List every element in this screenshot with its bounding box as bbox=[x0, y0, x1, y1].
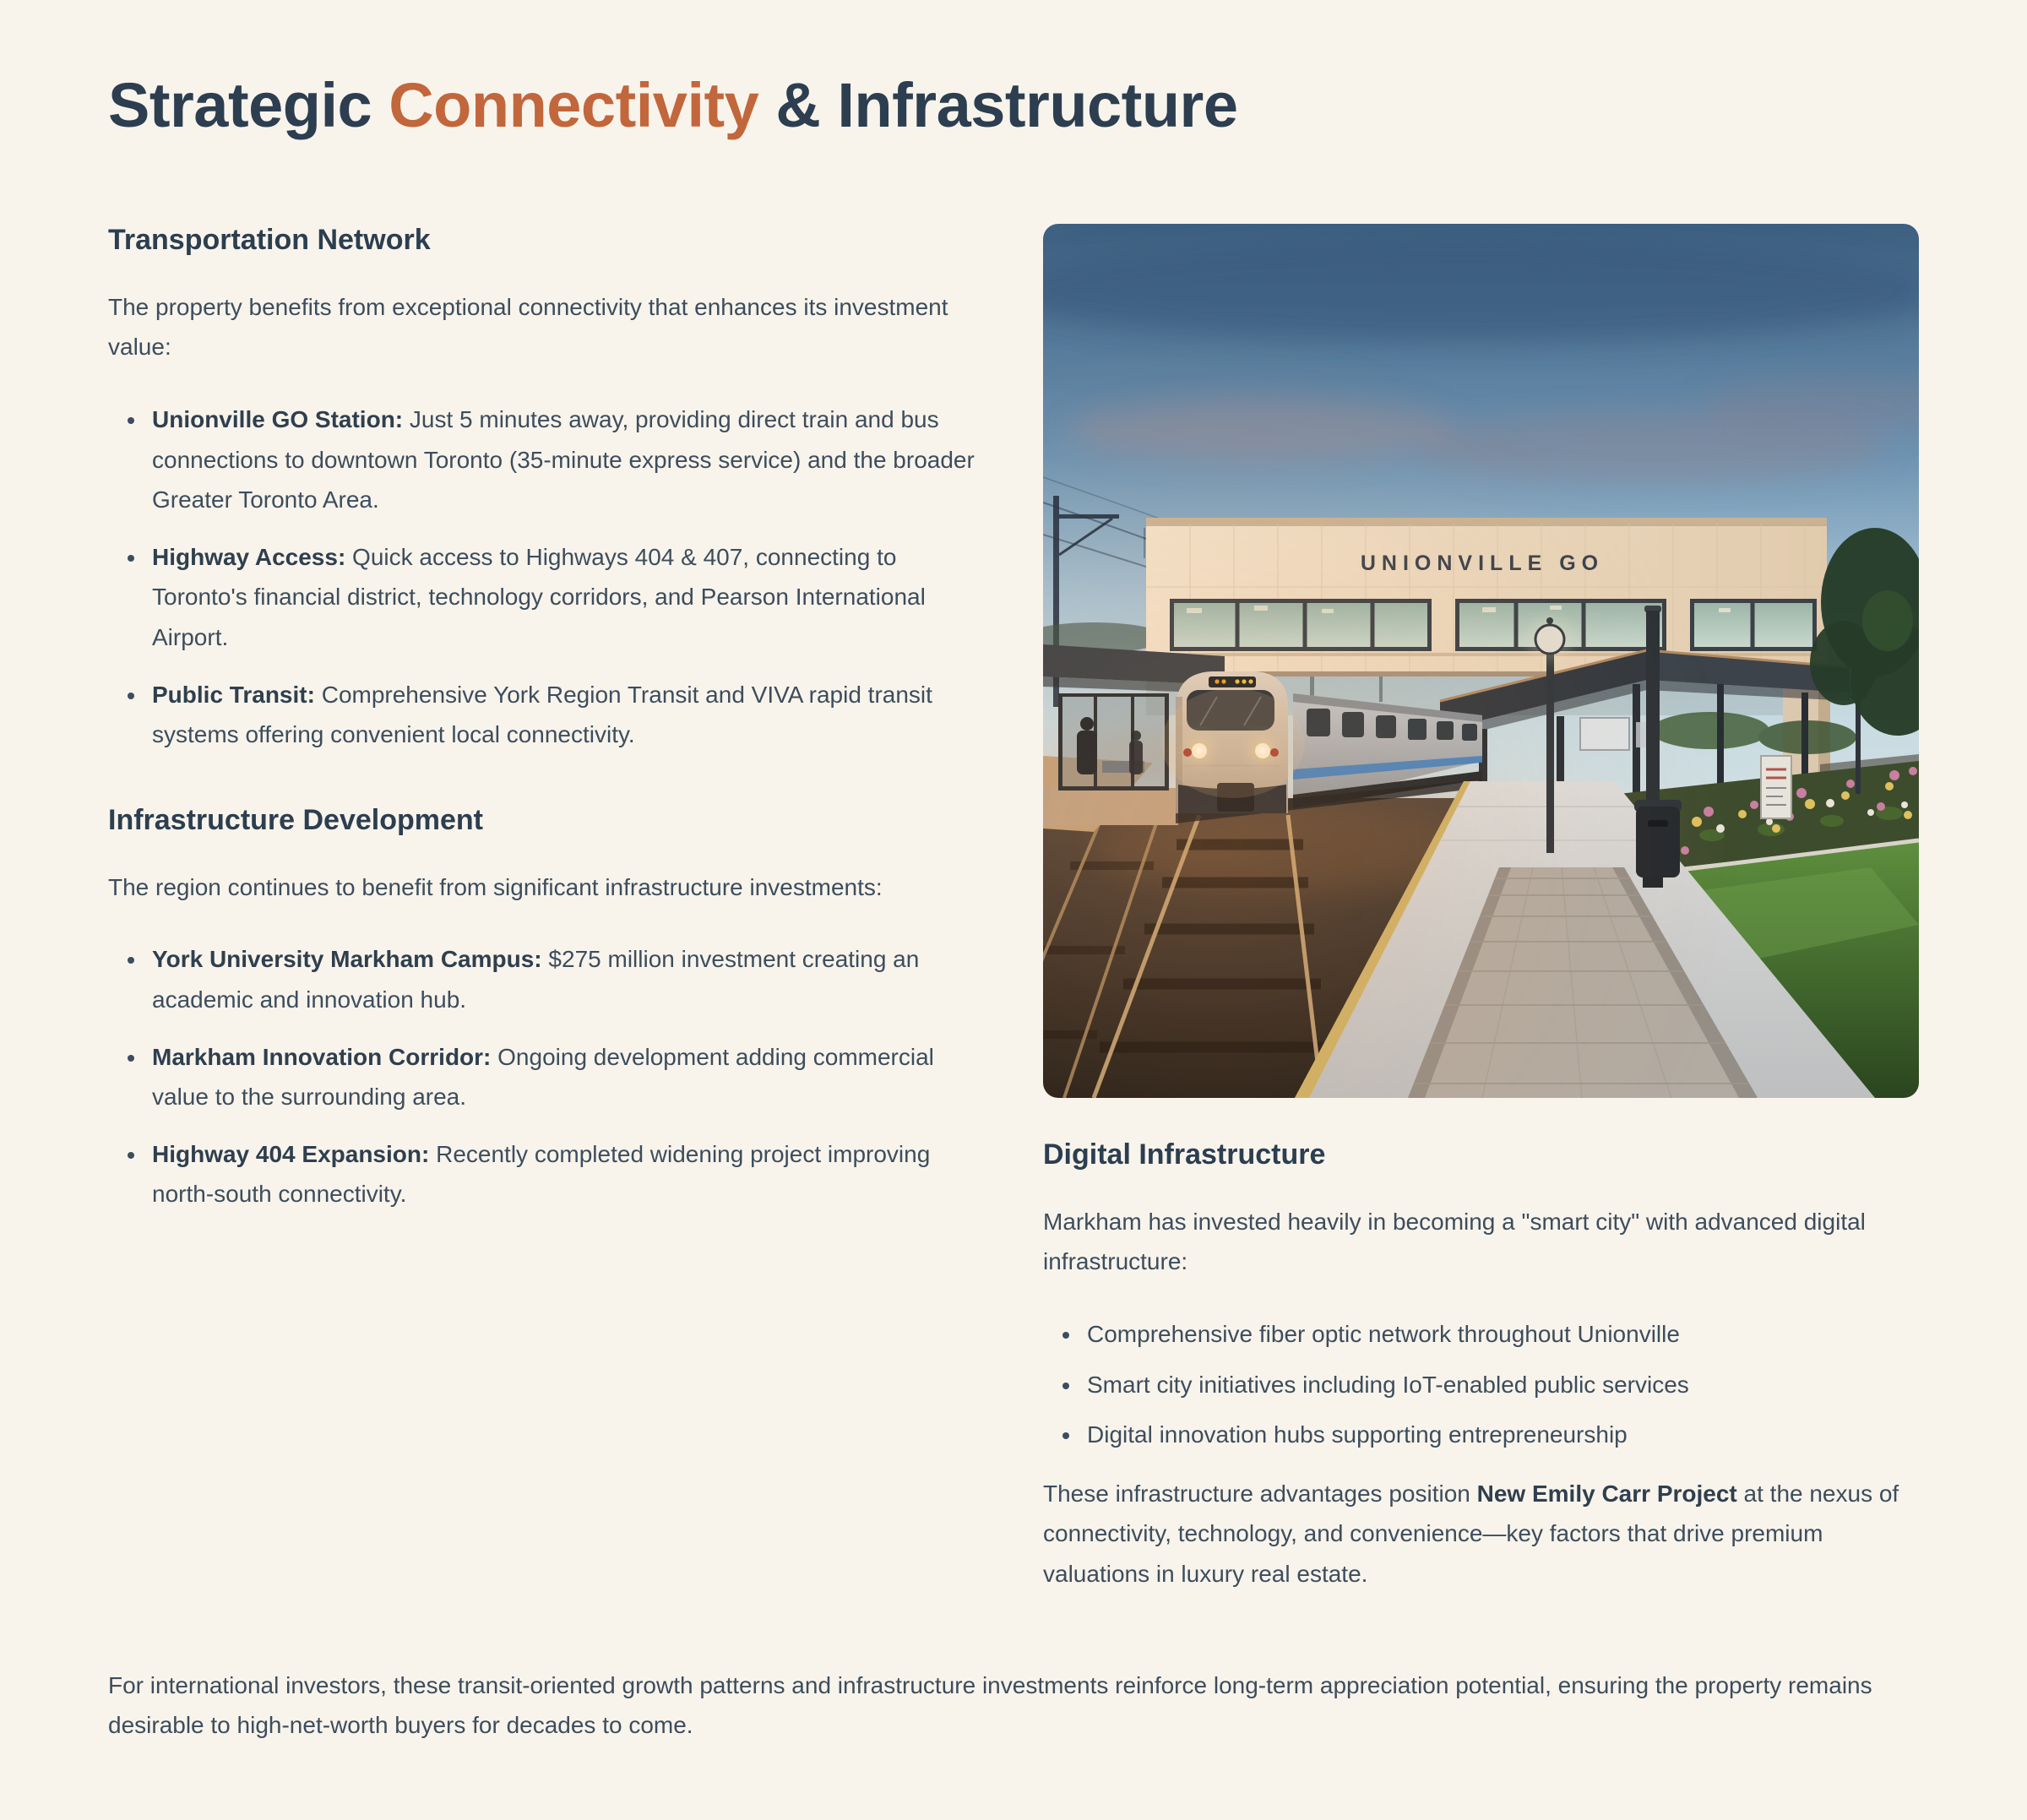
list-item: • Comprehensive fiber optic network throughout Unionville bbox=[1082, 1314, 1919, 1355]
list-item: • Digital innovation hubs supporting entrepreneurship bbox=[1082, 1415, 1919, 1455]
section-intro: Markham has invested heavily in becoming a "smart city" with advanced digital infrastructure: bbox=[1043, 1208, 1866, 1275]
bullet-lead: York University Markham Campus: bbox=[152, 946, 542, 973]
bullet-lead: Public Transit: bbox=[152, 681, 315, 708]
title-part1: Strategic bbox=[108, 70, 389, 140]
section-heading: Digital Infrastructure bbox=[1043, 1138, 1326, 1171]
bullet-lead: Unionville GO Station: bbox=[152, 406, 404, 433]
sunset-glow bbox=[1043, 224, 1919, 1098]
bullet-list bbox=[108, 399, 984, 755]
bullet-text: Just 5 minutes away, providing direct train and bus connections to downtown Toronto (35-minute express service) and the broader Greater Toronto Area. bbox=[152, 406, 975, 513]
station-photo-figure bbox=[1043, 224, 1919, 1098]
section-intro: The property benefits from exceptional connectivity that enhances its investment value: bbox=[108, 293, 948, 361]
bullet-text: Ongoing development adding commercial value to the surrounding area. bbox=[152, 1043, 934, 1111]
section-transportation-network bbox=[108, 224, 984, 755]
closing-post: at the nexus of connectivity, technology, and convenience—key factors that drive premium valuations in luxury real estate. bbox=[1043, 1480, 1899, 1588]
bullet-text: $275 million investment creating an academic and innovation hub. bbox=[152, 946, 920, 1013]
list-item bbox=[147, 399, 984, 520]
bullet-list bbox=[108, 939, 984, 1214]
closing-pre: These infrastructure advantages position bbox=[1043, 1480, 1477, 1507]
section-digital-infrastructure bbox=[1043, 1138, 1919, 1595]
bullet-text: Recently completed widening project improving north-south connectivity. bbox=[152, 1140, 931, 1208]
closing-bold: New Emily Carr Project bbox=[1476, 1480, 1737, 1507]
bullet-list bbox=[1043, 1314, 1919, 1455]
station-illustration bbox=[1043, 224, 1919, 1098]
list-item bbox=[147, 675, 984, 755]
bullet-lead: Markham Innovation Corridor: bbox=[152, 1043, 492, 1070]
footer-paragraph: For international investors, these transit-oriented growth patterns and infrastructure investments reinforce long-term appreciation potential, ensuring the property remains desirable to high-net-worth buyers for decades to come. bbox=[108, 1671, 1872, 1739]
station-photo bbox=[1043, 224, 1919, 1098]
list-item bbox=[147, 537, 984, 658]
list-item bbox=[147, 1037, 984, 1117]
section-intro: The region continues to benefit from significant infrastructure investments: bbox=[108, 873, 883, 900]
two-column-layout bbox=[108, 224, 1919, 1595]
bullet-text: Quick access to Highways 404 & 407, connecting to Toronto's financial district, technology corridors, and Pearson International Airport. bbox=[152, 543, 926, 651]
list-item: • Smart city initiatives including IoT-enabled public services bbox=[1082, 1365, 1919, 1405]
title-accent: Connectivity bbox=[389, 70, 759, 140]
section-heading: Transportation Network bbox=[108, 223, 431, 256]
left-column bbox=[108, 224, 984, 1231]
bullet-text: Comprehensive York Region Transit and VIVA rapid transit systems offering convenient local connectivity. bbox=[152, 681, 932, 748]
list-item bbox=[147, 1134, 984, 1214]
right-column bbox=[1043, 224, 1919, 1595]
list-item bbox=[147, 939, 984, 1019]
page-title bbox=[108, 71, 1919, 141]
section-infrastructure-development bbox=[108, 804, 984, 1214]
section-heading: Infrastructure Development bbox=[108, 803, 483, 836]
bullet-lead: Highway 404 Expansion: bbox=[152, 1140, 430, 1167]
bullet-lead: Highway Access: bbox=[152, 543, 346, 570]
title-part2: & Infrastructure bbox=[758, 70, 1238, 140]
closing-paragraph bbox=[1043, 1474, 1919, 1595]
